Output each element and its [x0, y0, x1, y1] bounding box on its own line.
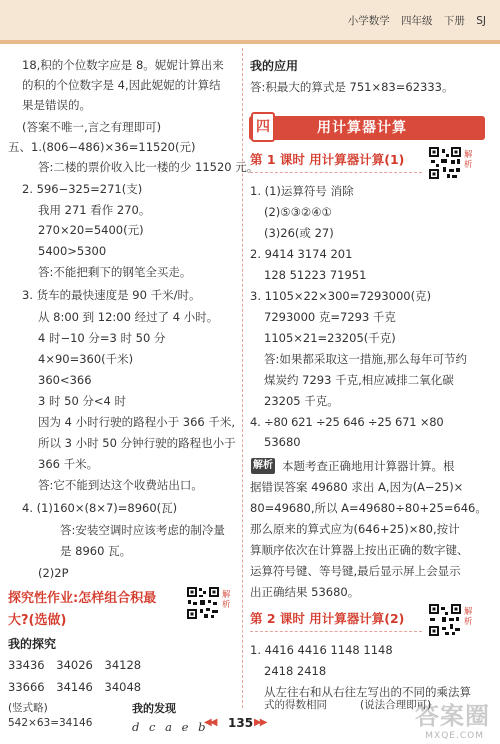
qr-code-icon[interactable] [428, 603, 462, 637]
page-number: 135 [228, 716, 254, 730]
answer-line: 4 时−10 分=3 时 50 分 [38, 331, 166, 345]
my-discover-label: 我的发现 [132, 702, 176, 715]
my-explore-label: 我的探究 [8, 637, 57, 651]
section-number: 四 [251, 112, 275, 142]
column-divider [242, 48, 243, 708]
vertical-note: (竖式略) [8, 702, 48, 714]
answer-line: 4. ÷80 621 ÷25 646 ÷25 671 ×80 [250, 415, 444, 429]
header-info [340, 16, 486, 27]
answer-line: 所以 3 小时 50 分钟行驶的路程也小于 [38, 436, 236, 450]
answer-line: 23205 千克。 [264, 394, 339, 408]
analysis-line: 运算符号键、等号键,最后显示屏上会显示 [250, 564, 461, 578]
answer-line: 360<366 [38, 373, 92, 387]
watermark-text: 答案圈 [415, 702, 490, 730]
answer-line: 答:如果都采取这一措施,那么每年可节约 [264, 352, 468, 366]
answer-line: 4×90=360(千米) [38, 352, 134, 366]
answer-line: 4. (1)160×(8×7)=8960(瓦) [22, 501, 178, 515]
analysis-line: 80=49680,所以 A=49680÷80+25=646。 [250, 501, 487, 515]
answer-line: 3. 1105×22×300=7293000(克) [250, 289, 432, 303]
grade-label: 四年级 [401, 15, 433, 27]
answer-line: 1105×21=23205(千克) [264, 331, 396, 345]
answer-line: 答:安装空调时应该考虑的制冷量 [60, 523, 225, 537]
qr-code-icon[interactable] [186, 586, 220, 620]
discover-letters [132, 722, 206, 734]
my-apply-label: 我的应用 [250, 59, 299, 73]
answer-line: 1. 4416 4416 1148 1148 [250, 643, 393, 657]
qr-tag-label: 解析 [464, 150, 473, 170]
answer-line: 366 千米。 [38, 457, 99, 471]
section-title: 用计算器计算 [317, 120, 407, 136]
answer-line: 53680 [264, 435, 301, 449]
answer-line: 2. 9414 3174 201 [250, 247, 353, 261]
explore-value: 34048 [104, 680, 142, 694]
lesson-2-title: 第 2 课时 用计算器计算(2) [250, 611, 405, 626]
answer-line: (3)26(或 27) [264, 226, 334, 240]
answer-line: 7293000 克=7293 千克 [264, 310, 396, 324]
edition-label: SJ [476, 15, 486, 27]
explore-value: 34128 [104, 658, 142, 672]
lesson-underline [250, 172, 422, 173]
qr-tag-label: 解析 [222, 590, 231, 610]
explore-row [8, 660, 141, 672]
answer-line: 270×20=5400(元) [38, 223, 144, 237]
discover-letter: b [198, 720, 206, 734]
header-stripe [0, 40, 500, 44]
explore-value: 34026 [56, 658, 93, 672]
answer-line: 18,积的个位数字应是 8。妮妮计算出来 [22, 58, 224, 72]
subject-label: 小学数学 [347, 15, 390, 27]
answer-line: 2418 2418 [264, 664, 327, 678]
explore-result: 542×63=34146 [8, 717, 93, 729]
answer-line: 3 时 50 分<4 时 [38, 394, 127, 408]
discover-letter: c [149, 720, 156, 734]
answer-line: 我用 271 看作 270。 [38, 203, 151, 217]
explore-title-cont: 大?(选做) [8, 613, 67, 628]
term-label: 下册 [443, 15, 465, 27]
answer-line: 1. (1)运算符号 消除 [250, 184, 354, 198]
analysis-line: 本题考查正确地用计算器计算。根 [282, 459, 455, 473]
answer-line: (答案不唯一,言之有理即可) [22, 120, 162, 134]
answer-line: 答:它不能到达这个收费站出口。 [38, 478, 203, 492]
discover-letter: a [165, 720, 172, 734]
answer-line: 是 8960 瓦。 [60, 544, 132, 558]
section-banner [249, 112, 489, 144]
answer-line: 2. 596−325=271(支) [22, 182, 143, 196]
answer-line: 式的得数相同 [264, 699, 327, 711]
next-page-icon[interactable]: ▶▶ [254, 717, 266, 728]
explore-value: 33436 [8, 658, 45, 672]
qr-code-icon[interactable] [428, 146, 462, 180]
answer-line: 128 51223 71951 [264, 268, 367, 282]
analysis-line: 出正确结果 53680。 [250, 585, 360, 599]
answer-line: (说法合理即可) [360, 699, 432, 711]
answer-line: 答:二楼的票价收入比一楼的少 11520 元。 [38, 160, 259, 174]
analysis-badge: 解析 [251, 458, 275, 474]
answer-line: 的积的个位数字是 4,因此妮妮的计算结 [22, 78, 221, 92]
discover-letter: e [181, 720, 189, 734]
answer-line: (2)⑤③②④① [264, 205, 332, 219]
discover-letter: d [132, 720, 140, 734]
my-apply-answer: 答:积最大的算式是 751×83=62333。 [250, 80, 454, 94]
explore-value: 34146 [56, 680, 93, 694]
qr-tag-label: 解析 [464, 607, 473, 627]
watermark-url: MXQE.COM [425, 731, 484, 741]
explore-value: 33666 [8, 680, 45, 694]
answer-line: 从左往右和从右往左写出的不同的乘法算 [264, 685, 471, 699]
answer-line: 煤炭约 7293 千克,相应减排二氧化碳 [264, 373, 454, 387]
answer-line: 从 8:00 到 12:00 经过了 4 小时。 [38, 310, 219, 324]
answer-line: 因为 4 小时行驶的路程小于 366 千米, [38, 415, 236, 429]
explore-row [8, 682, 141, 694]
answer-line: 答:不能把剩下的钢笔全买走。 [38, 265, 192, 279]
answer-line: 5400>5300 [38, 244, 107, 258]
lesson-1-title: 第 1 课时 用计算器计算(1) [250, 152, 405, 167]
analysis-line: 那么原来的算式应为(646+25)×80,按计 [250, 522, 460, 536]
analysis-line: 据错误答案 49680 求出 A,因为(A−25)× [250, 480, 464, 494]
answer-line: (2)2P [38, 566, 69, 580]
answer-line: 3. 货车的最快速度是 90 千米/时。 [22, 288, 201, 302]
analysis-line: 算顺序依次在计算器上按出正确的数字键、 [250, 543, 469, 557]
answer-line: 五、1.(806−486)×36=11520(元) [8, 140, 196, 154]
lesson-underline [250, 631, 422, 632]
answer-line: 果是错误的。 [22, 98, 91, 112]
prev-page-icon[interactable]: ◀◀ [204, 717, 216, 728]
explore-title: 探究性作业:怎样组合积最 [8, 591, 157, 606]
